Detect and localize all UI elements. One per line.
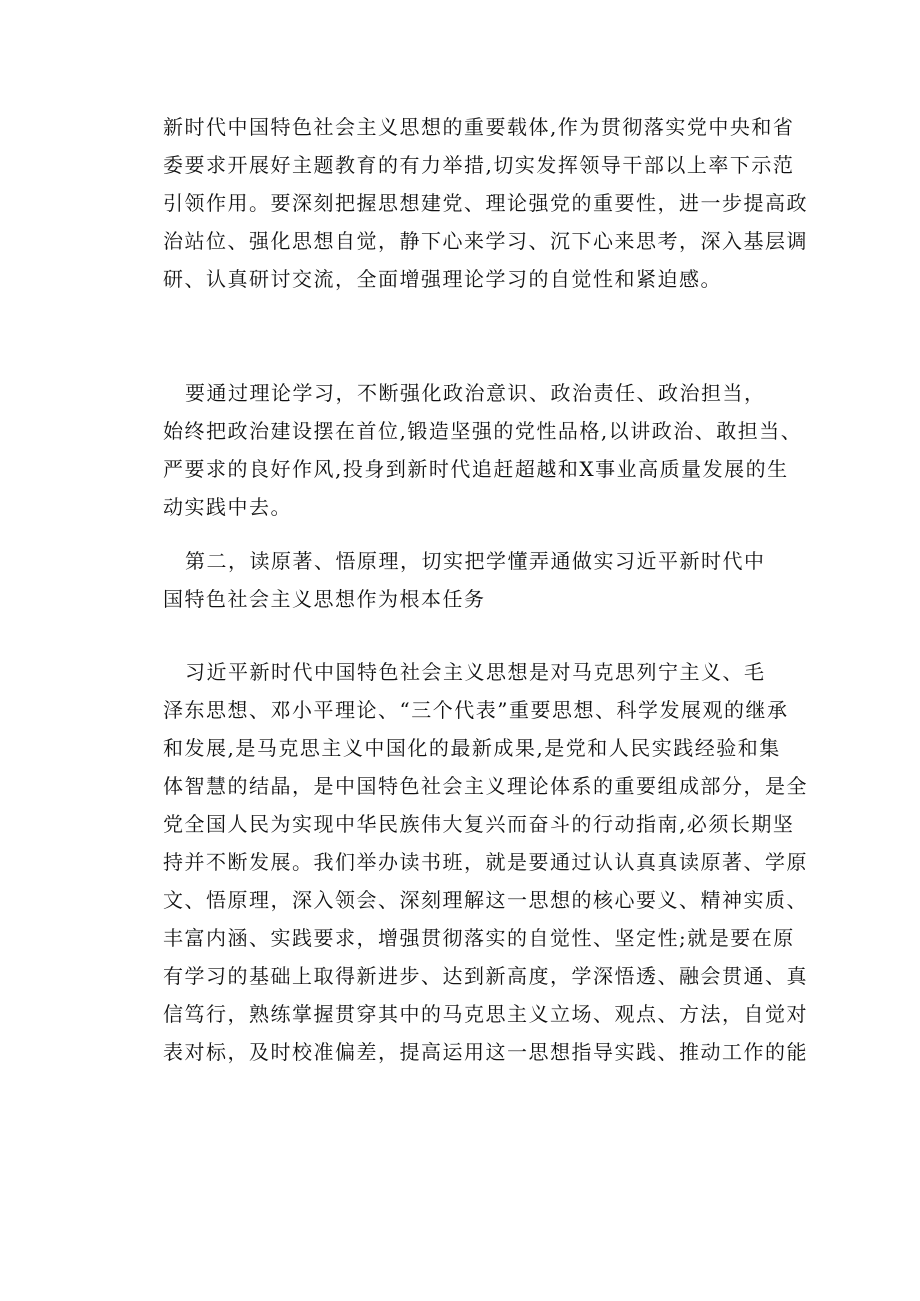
text-line: 新时代中国特色社会主义思想的重要载体,作为贯彻落实党中央和省 <box>163 115 795 139</box>
text-line: 要通过理论学习，不断强化政治意识、政治责任、政治担当， <box>185 381 766 405</box>
text-line: 研、认真研讨交流，全面增强理论学习的自觉性和紧迫感。 <box>163 267 722 291</box>
text-line: 表对标，及时校准偏差，提高运用这一思想指导实践、推动工作的能 <box>163 1040 808 1064</box>
text-line: 丰富内涵、实践要求，增强贯彻落实的自觉性、坚定性;就是要在原 <box>163 926 795 950</box>
text-line: 党全国人民为实现中华民族伟大复兴而奋斗的行动指南,必须长期坚 <box>163 812 795 836</box>
text-line: 体智慧的结晶，是中国特色社会主义理论体系的重要组成部分，是全 <box>163 774 808 798</box>
paragraph-2 <box>163 374 803 526</box>
text-line: 习近平新时代中国特色社会主义思想是对马克思列宁主义、毛 <box>185 660 766 684</box>
section-heading <box>163 542 773 618</box>
paragraph-3 <box>163 653 808 1071</box>
paragraph-1 <box>163 108 808 298</box>
text-line: 有学习的基础上取得新进步、达到新高度，学深悟透、融会贯通、真 <box>163 964 808 988</box>
text-line: 治站位、强化思想自觉，静下心来学习、沉下心来思考，深入基层调 <box>163 229 808 253</box>
text-line: 第二，读原著、悟原理，切实把学懂弄通做实习近平新时代中 <box>185 549 766 573</box>
text-line: 信笃行，熟练掌握贯穿其中的马克思主义立场、观点、方法，自觉对 <box>163 1002 808 1026</box>
text-line: 文、悟原理，深入领会、深刻理解这一思想的核心要义、精神实质、 <box>163 888 808 912</box>
text-line: 持并不断发展。我们举办读书班，就是要通过认认真真读原著、学原 <box>163 850 808 874</box>
text-line: 国特色社会主义思想作为根本任务 <box>163 587 486 611</box>
text-line: 动实践中去。 <box>163 495 292 519</box>
text-line: 严要求的良好作风,投身到新时代追赶超越和X事业高质量发展的生 <box>163 457 789 481</box>
text-line: 和发展,是马克思主义中国化的最新成果,是党和人民实践经验和集 <box>163 736 781 760</box>
text-line: 委要求开展好主题教育的有力举措,切实发挥领导干部以上率下示范 <box>163 153 795 177</box>
text-line: 泽东思想、邓小平理论、“三个代表”重要思想、科学发展观的继承 <box>163 698 789 722</box>
text-line: 始终把政治建设摆在首位,锻造坚强的党性品格,以讲政治、敢担当、 <box>163 419 803 443</box>
text-line: 引领作用。要深刻把握思想建党、理论强党的重要性，进一步提高政 <box>163 191 808 215</box>
